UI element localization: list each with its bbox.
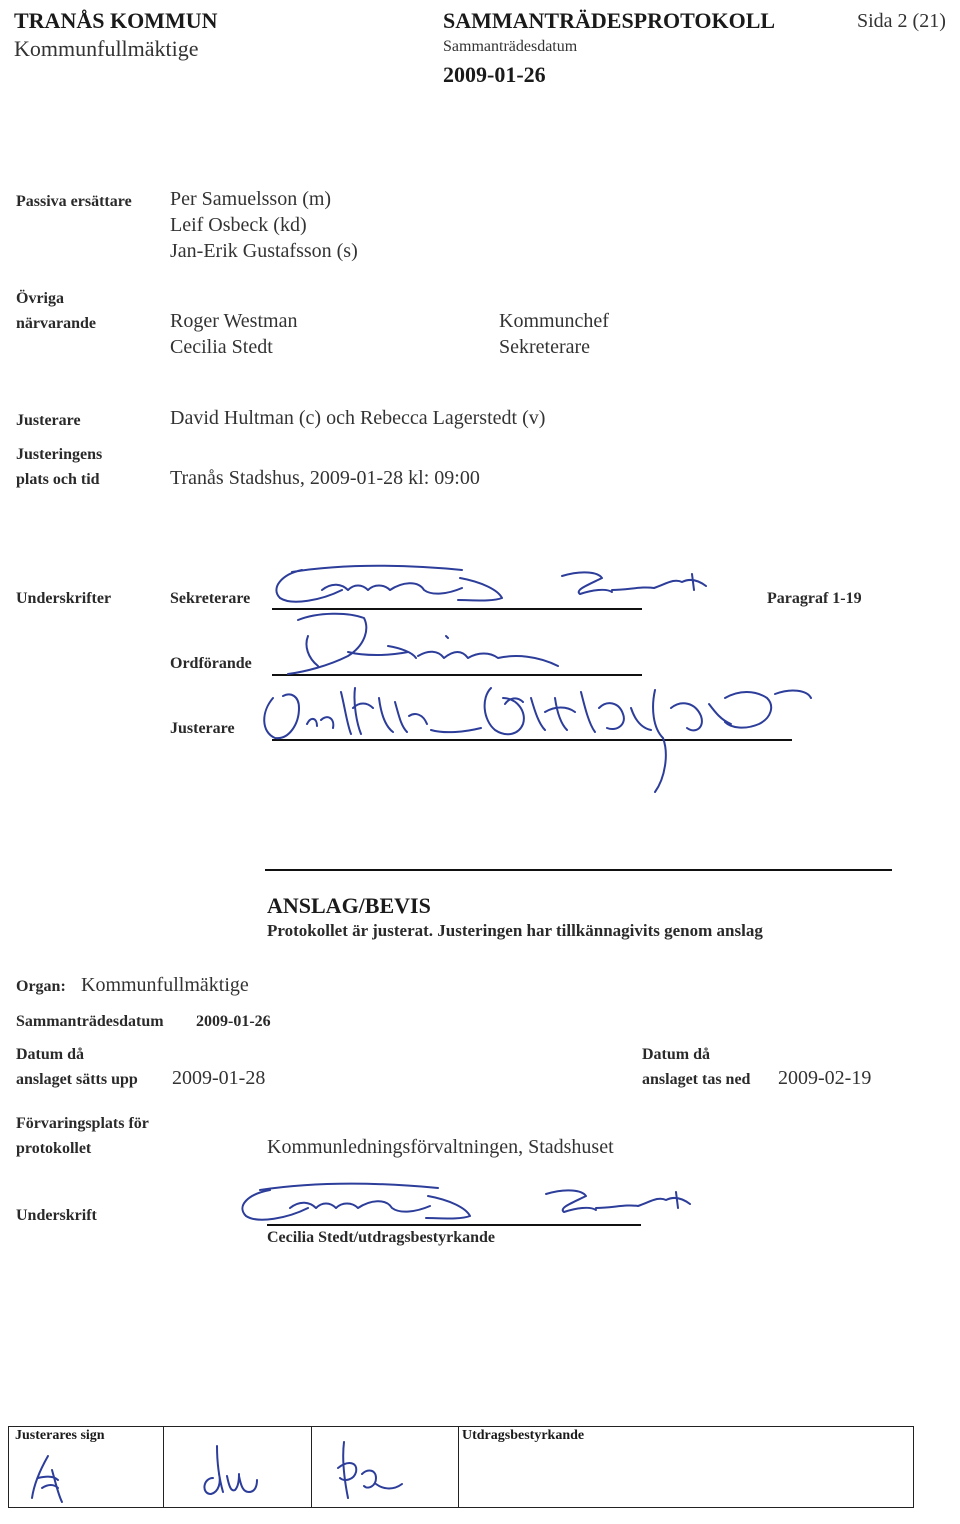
secretary-label: Sekreterare: [170, 590, 251, 607]
page-number: Sida 2 (21): [857, 10, 946, 32]
notice-text: Protokollet är justerat. Justeringen har tillkännagivits genom anslag: [267, 921, 763, 940]
storage-label: protokollet: [16, 1140, 92, 1157]
signature-label: Underskrift: [16, 1207, 97, 1224]
others-label: Övriga: [16, 290, 64, 307]
organ-value: Kommunfullmäktige: [81, 974, 249, 996]
others-label: närvarande: [16, 315, 96, 332]
meeting-date: 2009-01-26: [443, 62, 546, 87]
body-name: Kommunfullmäktige: [14, 36, 199, 61]
other-present-name: Roger Westman: [170, 310, 298, 332]
initials-signature: [18, 1450, 78, 1508]
initials-signature: [195, 1438, 265, 1500]
storage-label: Förvaringsplats för: [16, 1115, 149, 1132]
section-divider: [265, 869, 892, 871]
meeting-date-value: 2009-01-26: [196, 1013, 271, 1030]
organ-label: Organ:: [16, 978, 66, 995]
posted-date-label: anslaget sätts upp: [16, 1071, 138, 1088]
extract-signature: [226, 1176, 706, 1228]
document-type: SAMMANTRÄDESPROTOKOLL: [443, 8, 776, 33]
passive-name: Leif Osbeck (kd): [170, 214, 307, 236]
other-present-role: Kommunchef: [499, 310, 609, 332]
removed-date-label: anslaget tas ned: [642, 1071, 751, 1088]
date-label: Sammanträdesdatum: [443, 38, 578, 55]
removed-date-label: Datum då: [642, 1046, 711, 1063]
other-present-role: Sekreterare: [499, 336, 591, 358]
notice-title: ANSLAG/BEVIS: [267, 893, 431, 918]
chair-label: Ordförande: [170, 655, 252, 672]
secretary-signature: [262, 560, 722, 612]
signer-name: Cecilia Stedt/utdragsbestyrkande: [267, 1229, 495, 1246]
adjust-place-label: Justeringens: [16, 446, 103, 463]
footer-adjuster-sign-label: Justerares sign: [15, 1428, 105, 1443]
passive-name: Jan-Erik Gustafsson (s): [170, 240, 358, 262]
posted-date-label: Datum då: [16, 1046, 85, 1063]
adjuster-signatures: [255, 668, 815, 798]
footer-signature-table: [8, 1426, 914, 1508]
passive-name: Per Samuelsson (m): [170, 188, 332, 210]
adjuster-names: David Hultman (c) och Rebecca Lagerstedt (v): [170, 407, 546, 429]
passive-label: Passiva ersättare: [16, 193, 132, 210]
footer-extract-label: Utdragsbestyrkande: [462, 1428, 585, 1443]
removed-date-value: 2009-02-19: [778, 1067, 872, 1089]
adjust-place-value: Tranås Stadshus, 2009-01-28 kl: 09:00: [170, 467, 480, 489]
posted-date-value: 2009-01-28: [172, 1067, 266, 1089]
paragraph-range: Paragraf 1-19: [767, 590, 862, 607]
other-present-name: Cecilia Stedt: [170, 336, 273, 358]
adjust-place-label: plats och tid: [16, 471, 100, 488]
municipality-name: TRANÅS KOMMUN: [14, 8, 218, 33]
adjuster-sign-label: Justerare: [170, 720, 235, 737]
meeting-date-label: Sammanträdesdatum: [16, 1013, 164, 1030]
storage-value: Kommunledningsförvaltningen, Stadshuset: [267, 1136, 614, 1158]
signatures-label: Underskrifter: [16, 590, 112, 607]
initials-signature: [328, 1438, 408, 1504]
adjuster-label: Justerare: [16, 412, 81, 429]
